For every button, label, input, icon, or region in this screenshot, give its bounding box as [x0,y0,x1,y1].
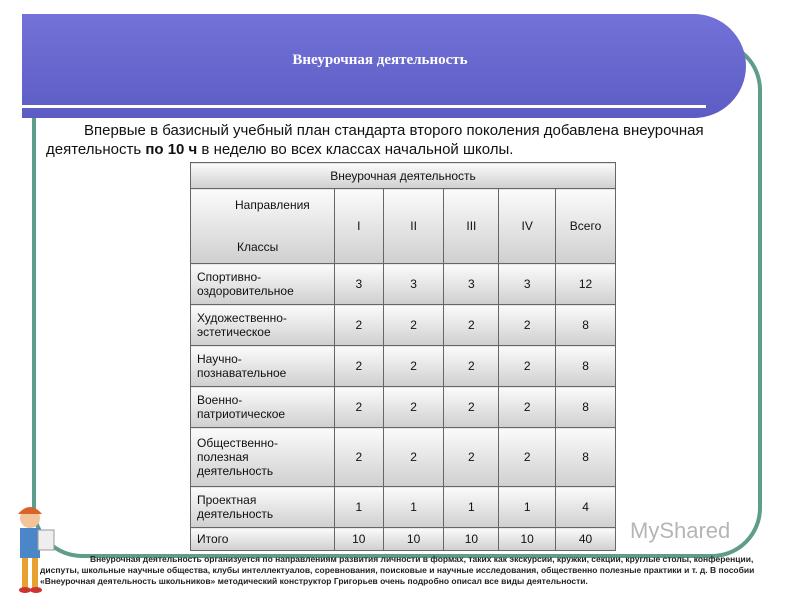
table-row [191,387,616,428]
row-value: 2 [499,305,556,346]
activity-table [190,162,616,551]
col-header: I [334,189,383,264]
row-value: 40 [556,528,616,551]
row-value: 8 [556,346,616,387]
table-row [191,487,616,528]
row-value: 12 [556,264,616,305]
row-label: Научно-познавательное [191,346,335,387]
cartoon-boy-illustration [8,500,58,595]
row-value: 3 [334,264,383,305]
table-row [191,305,616,346]
row-value: 2 [444,305,499,346]
row-label: Военно-патриотическое [191,387,335,428]
table-row [191,428,616,487]
table-row [191,346,616,387]
row-value: 1 [499,487,556,528]
row-value: 2 [383,428,444,487]
row-value: 10 [383,528,444,551]
row-value: 1 [444,487,499,528]
col-header: II [383,189,444,264]
row-value: 2 [444,387,499,428]
row-value: 10 [499,528,556,551]
row-value: 3 [383,264,444,305]
row-value: 2 [383,346,444,387]
row-label: Общественно-полезная деятельность [191,428,335,487]
row-label: Художественно-эстетическое [191,305,335,346]
row-value: 8 [556,428,616,487]
row-value: 2 [499,428,556,487]
col-header: IV [499,189,556,264]
row-label: Спортивно-оздоровительное [191,264,335,305]
table-caption: Внеурочная деятельность [191,163,616,189]
row-value: 2 [334,346,383,387]
row-value: 2 [444,428,499,487]
row-label: Проектная деятельность [191,487,335,528]
watermark: MyShared [630,518,731,543]
intro-text: Впервые в базисный учебный план стандарта второго поколения добавлена внеурочная деятельность по 10 ч в неделю во всех классах начальной школы. [46,122,704,158]
header-corner: Направления Классы [191,189,335,264]
row-label: Итого [191,528,335,551]
table-row [191,264,616,305]
row-value: 1 [334,487,383,528]
row-value: 2 [334,387,383,428]
row-value: 10 [444,528,499,551]
row-value: 4 [556,487,616,528]
row-value: 2 [334,428,383,487]
row-value: 3 [444,264,499,305]
slide-title: Внеурочная деятельность [292,52,468,68]
row-value: 2 [383,387,444,428]
row-value: 2 [334,305,383,346]
row-value: 2 [499,387,556,428]
row-value: 2 [499,346,556,387]
footnote: Внеурочная деятельность организуется по направлениям развития личности в формах, таких как экскурсии, кружки, секции, круглые столы, конференции, диспуты, школьные научные общества, клубы интеллектуалов, соревнования, поисковые и научные исследования, общественно полезные практики и т. д. В пособии «Внеурочная деятельность школьников» методический конструктор Григорьев очень подробно описал все виды деятельности. [40,554,755,586]
row-value: 2 [383,305,444,346]
col-header: Всего [556,189,616,264]
row-value: 8 [556,305,616,346]
col-header: III [444,189,499,264]
row-value: 10 [334,528,383,551]
row-value: 3 [499,264,556,305]
row-value: 1 [383,487,444,528]
row-value: 8 [556,387,616,428]
table-row [191,528,616,551]
row-value: 2 [444,346,499,387]
